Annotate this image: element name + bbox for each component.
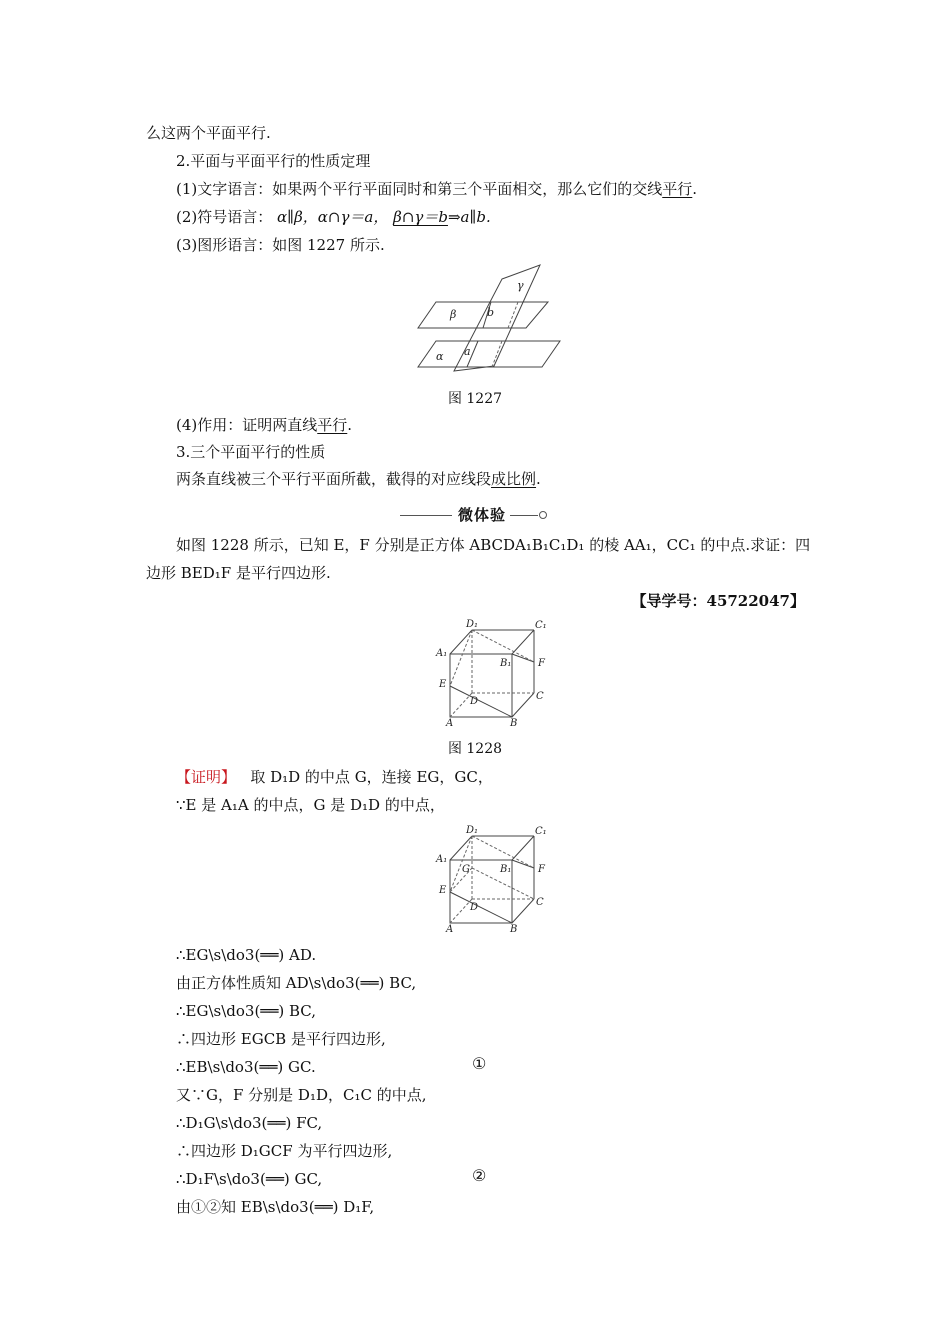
text-span: 取 D₁D 的中点 G，连接 EG，GC， — [250, 768, 493, 786]
label-G: G — [462, 864, 470, 875]
cube-figure — [430, 616, 556, 728]
text-line: ∴D₁G\s\do3(══) FC, — [176, 1114, 323, 1132]
text-line: 边形 BED₁F 是平行四边形. — [146, 564, 331, 582]
text-span: . — [347, 416, 353, 434]
text-span: . — [536, 470, 541, 488]
label-C1: C₁ — [535, 826, 547, 837]
label-A1: A₁ — [436, 854, 448, 865]
label-D: D — [470, 696, 479, 707]
label-A: A — [446, 924, 454, 934]
cube-figure-with-G — [430, 822, 556, 934]
label-gamma: γ — [517, 279, 524, 292]
proof-tag: 【证明】 — [176, 768, 237, 786]
text-line: 由正方体性质知 AD\s\do3(══) BC, — [176, 974, 417, 992]
text-span: (1)文字语言：如果两个平行平面同时和第三个平面相交，那么它们的交线 — [176, 180, 663, 198]
text-line: ∴四边形 EGCB 是平行四边形, — [176, 1030, 386, 1048]
banner-rule-left — [400, 515, 452, 516]
label-C1: C₁ — [535, 620, 547, 631]
label-beta: β — [450, 308, 457, 321]
label-C: C — [536, 691, 544, 702]
text-span: (2)符号语言： — [176, 208, 273, 226]
circle-ornament-icon — [538, 510, 548, 520]
label-E: E — [439, 679, 447, 690]
section-banner — [400, 504, 550, 526]
segment-EB — [450, 686, 512, 717]
equation-marker: ① — [472, 1054, 487, 1073]
label-B: B — [510, 718, 518, 728]
text-span: 两条直线被三个平行平面所截，截得的对应线段 — [176, 470, 492, 488]
text-line: ∵E 是 A₁A 的中点，G 是 D₁D 的中点， — [176, 796, 445, 814]
label-F: F — [538, 864, 545, 875]
math-span: α∥β，α∩γ＝a， — [277, 208, 389, 226]
hidden-edge — [492, 341, 502, 367]
label-D: D — [470, 902, 479, 913]
label-B1: B₁ — [500, 658, 512, 669]
banner-rule-right — [510, 515, 538, 516]
text-line — [176, 206, 491, 228]
text-line: (3)图形语言：如图 1227 所示. — [176, 236, 385, 254]
label-F: F — [538, 658, 545, 669]
guide-number: 【导学号：45722047】 — [631, 592, 805, 610]
text-line: ∴EB\s\do3(══) GC. — [176, 1058, 316, 1076]
math-span: ⇒a∥b. — [447, 208, 491, 226]
banner-title: 微体验 — [458, 506, 507, 524]
label-a: a — [464, 345, 471, 358]
section-heading: 2.平面与平面平行的性质定理 — [176, 152, 371, 170]
text-line: 么这两个平面平行. — [146, 124, 271, 142]
text-span: (4)作用：证明两直线 — [176, 416, 318, 434]
label-D1: D₁ — [466, 825, 479, 836]
underlined-answer: 平行 — [317, 416, 348, 434]
text-line: ∴EG\s\do3(══) AD. — [176, 946, 317, 964]
label-A: A — [446, 718, 454, 728]
text-line — [176, 468, 541, 490]
underlined-answer: β∩γ＝b — [393, 208, 448, 226]
text-line: ∴四边形 D₁GCF 为平行四边形, — [176, 1142, 393, 1160]
equation-marker: ② — [472, 1166, 487, 1185]
figure-caption: 图 1228 — [447, 741, 503, 757]
label-A1: A₁ — [436, 648, 448, 659]
text-line: ∴D₁F\s\do3(══) GC, — [176, 1170, 323, 1188]
label-b: b — [487, 306, 495, 319]
underlined-answer: 成比例 — [491, 470, 537, 488]
three-planes-figure — [410, 262, 566, 374]
text-line — [176, 178, 697, 200]
label-D1: D₁ — [466, 619, 479, 630]
label-alpha: α — [436, 350, 444, 363]
text-line: 如图 1228 所示，已知 E，F 分别是正方体 ABCDA₁B₁C₁D₁ 的棱 AA₁，CC₁ 的中点.求证：四 — [176, 536, 811, 554]
text-line: 由①②知 EB\s\do3(══) D₁F, — [176, 1198, 375, 1216]
text-span: . — [692, 180, 698, 198]
underlined-answer: 平行 — [662, 180, 693, 198]
section-heading: 3.三个平面平行的性质 — [176, 443, 326, 461]
label-B: B — [510, 924, 518, 934]
label-B1: B₁ — [500, 864, 512, 875]
text-line: ∴EG\s\do3(══) BC, — [176, 1002, 317, 1020]
text-line — [176, 414, 352, 436]
label-C: C — [536, 897, 544, 908]
figure-caption: 图 1227 — [447, 391, 503, 407]
label-E: E — [439, 885, 447, 896]
text-line — [176, 766, 493, 788]
text-line: 又∵G，F 分别是 D₁D，C₁C 的中点, — [176, 1086, 427, 1104]
